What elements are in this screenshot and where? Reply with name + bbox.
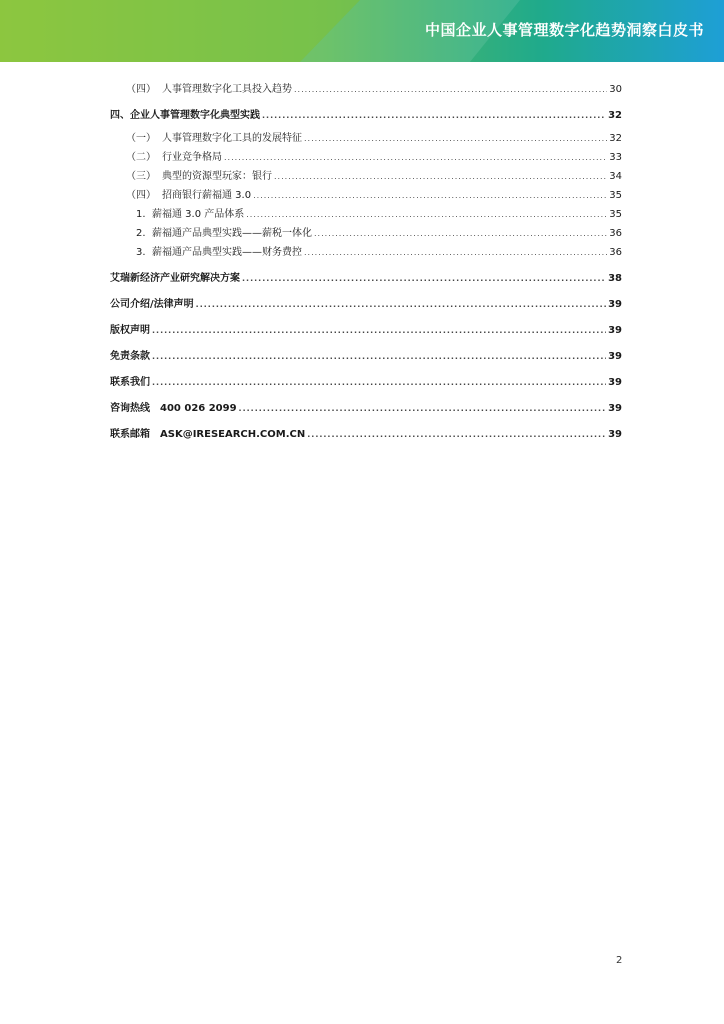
toc-entry[interactable] xyxy=(110,167,622,186)
toc-entry-label xyxy=(110,186,251,205)
toc-entry-page: 36 xyxy=(609,228,622,239)
toc-entry-text: 人事管理数字化工具的发展特征 xyxy=(162,133,302,144)
toc-entry-page: 39 xyxy=(608,403,622,414)
toc-entry[interactable] xyxy=(110,344,622,370)
toc-entry-text: 四、企业人事管理数字化典型实践 xyxy=(110,110,260,121)
page-number: 2 xyxy=(616,955,623,966)
toc-entry[interactable] xyxy=(110,148,622,167)
toc-leader-dots xyxy=(314,224,607,243)
toc-entry-page: 35 xyxy=(609,190,622,201)
toc-entry[interactable] xyxy=(110,292,622,318)
toc-entry-text: 招商银行薪福通 3.0 xyxy=(162,190,252,201)
toc-entry-label xyxy=(110,344,150,370)
toc-entry-label xyxy=(110,129,302,148)
toc-leader-dots xyxy=(304,243,607,262)
toc-entry[interactable] xyxy=(110,370,622,396)
toc-entry-text: 人事管理数字化工具投入趋势 xyxy=(162,84,292,95)
toc-leader-dots xyxy=(307,422,606,448)
toc-entry-label xyxy=(110,292,194,318)
toc-entry-text: 典型的资源型玩家：银行 xyxy=(162,171,272,182)
toc-entry-number: （四） xyxy=(126,84,156,95)
toc-entry-text: 咨询热线 400 026 2099 xyxy=(110,403,237,414)
toc-entry-label xyxy=(110,396,237,422)
toc-entry-text: 艾瑞新经济产业研究解决方案 xyxy=(110,273,240,284)
toc-leader-dots xyxy=(152,344,606,370)
header-banner xyxy=(0,0,724,62)
toc-entry[interactable] xyxy=(110,243,622,262)
toc-entry-text: 薪福通产品典型实践——薪税一体化 xyxy=(152,228,312,239)
toc-entry-label xyxy=(110,266,240,292)
toc-entry-label xyxy=(110,224,312,243)
toc-leader-dots xyxy=(224,148,607,167)
toc-entry-number: 2. xyxy=(136,228,146,239)
toc-entry[interactable] xyxy=(110,205,622,224)
toc-entry-number: 1. xyxy=(136,209,146,220)
toc-entry-text: 联系我们 xyxy=(110,377,150,388)
toc-leader-dots xyxy=(152,370,606,396)
toc-entry-page: 32 xyxy=(609,133,622,144)
toc-entry-label xyxy=(110,370,150,396)
toc-entry-page: 32 xyxy=(608,110,622,121)
toc-leader-dots xyxy=(253,186,607,205)
toc-entry-text: 行业竞争格局 xyxy=(162,152,222,163)
toc-leader-dots xyxy=(196,292,606,318)
toc-entry-page: 39 xyxy=(608,429,622,440)
toc-entry-text: 联系邮箱 ASK@IRESEARCH.COM.CN xyxy=(110,429,306,440)
toc-entry-label xyxy=(110,205,244,224)
toc-entry[interactable] xyxy=(110,422,622,448)
toc-leader-dots xyxy=(294,80,607,99)
toc-entry-label xyxy=(110,80,292,99)
toc-entry-number: （一） xyxy=(126,133,156,144)
toc-leader-dots xyxy=(246,205,607,224)
toc-entry-text: 公司介绍/法律声明 xyxy=(110,299,194,310)
toc-entry-page: 39 xyxy=(608,351,622,362)
toc-entry-page: 39 xyxy=(608,377,622,388)
toc-leader-dots xyxy=(262,103,606,129)
document-title: 中国企业人事管理数字化趋势洞察白皮书 xyxy=(424,21,704,39)
toc-entry[interactable] xyxy=(110,103,622,129)
toc-entry[interactable] xyxy=(110,396,622,422)
toc-entry-page: 33 xyxy=(609,152,622,163)
toc-entry-text: 免责条款 xyxy=(110,351,150,362)
toc-entry-number: （四） xyxy=(126,190,156,201)
toc-entry-text: 版权声明 xyxy=(110,325,150,336)
toc-leader-dots xyxy=(274,167,607,186)
toc-entry-label xyxy=(110,148,222,167)
toc-entry-page: 34 xyxy=(609,171,622,182)
toc-entry-page: 39 xyxy=(608,325,622,336)
toc-leader-dots xyxy=(304,129,607,148)
toc-entry[interactable] xyxy=(110,318,622,344)
toc-entry[interactable] xyxy=(110,129,622,148)
toc-entry-label xyxy=(110,243,302,262)
toc-entry-page: 39 xyxy=(608,299,622,310)
toc-entry[interactable] xyxy=(110,80,622,99)
toc-entry-number: 3. xyxy=(136,247,146,258)
table-of-contents xyxy=(110,80,622,448)
toc-entry[interactable] xyxy=(110,266,622,292)
toc-entry-number: （二） xyxy=(126,152,156,163)
toc-entry-page: 38 xyxy=(608,273,622,284)
toc-entry-label xyxy=(110,167,272,186)
toc-entry-label xyxy=(110,103,260,129)
toc-entry-text: 薪福通产品典型实践——财务费控 xyxy=(152,247,302,258)
toc-entry-page: 35 xyxy=(609,209,622,220)
toc-entry[interactable] xyxy=(110,224,622,243)
toc-entry-label xyxy=(110,422,305,448)
toc-leader-dots xyxy=(152,318,606,344)
toc-entry[interactable] xyxy=(110,186,622,205)
toc-entry-page: 36 xyxy=(609,247,622,258)
toc-entry-number: （三） xyxy=(126,171,156,182)
toc-entry-label xyxy=(110,318,150,344)
toc-leader-dots xyxy=(239,396,607,422)
toc-entry-text: 薪福通 3.0 产品体系 xyxy=(152,209,245,220)
toc-entry-page: 30 xyxy=(609,84,622,95)
toc-leader-dots xyxy=(242,266,606,292)
